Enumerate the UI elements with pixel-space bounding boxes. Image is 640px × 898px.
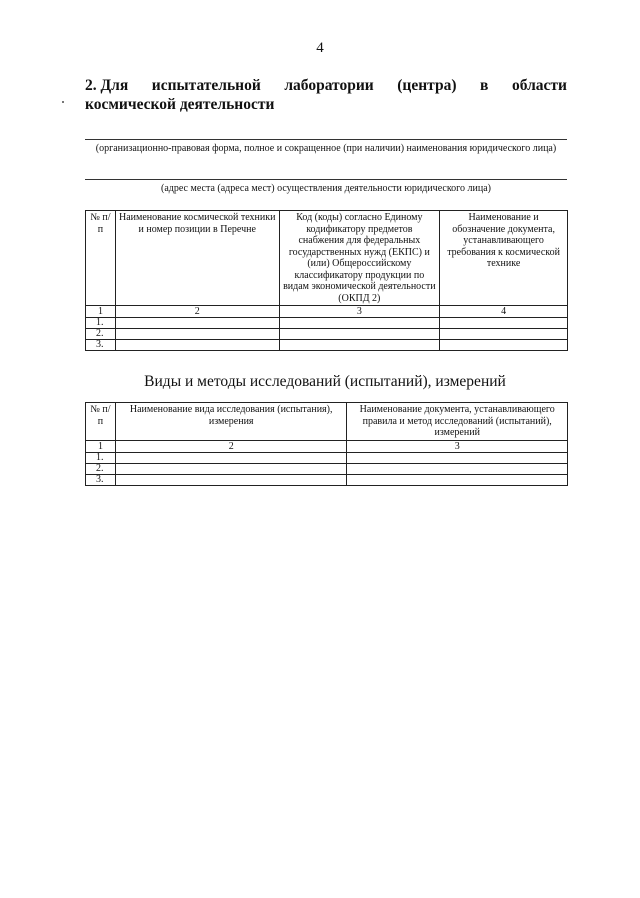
- empty-cell[interactable]: [115, 463, 346, 474]
- table-row: [86, 474, 568, 485]
- table-header-row: [86, 211, 568, 306]
- empty-cell[interactable]: [440, 318, 568, 329]
- row-number: 3.: [86, 340, 116, 351]
- empty-cell[interactable]: [115, 452, 346, 463]
- row-number: 2.: [86, 329, 116, 340]
- empty-cell[interactable]: [347, 452, 568, 463]
- header-cell: № п/п: [86, 403, 116, 441]
- empty-cell[interactable]: [279, 340, 440, 351]
- empty-cell[interactable]: [115, 318, 279, 329]
- header-cell: Наименование вида исследования (испытания), измерения: [115, 403, 346, 441]
- column-number-row: [86, 440, 568, 452]
- row-number: 3.: [86, 474, 116, 485]
- address-line: [85, 179, 567, 180]
- empty-cell[interactable]: [115, 340, 279, 351]
- row-number: 1.: [86, 452, 116, 463]
- title-word: 2. Для: [85, 77, 129, 94]
- column-number: 1: [86, 306, 116, 318]
- org-name-caption: (организационно-правовая форма, полное и сокращенное (при наличии) наименования юридического лица): [95, 143, 557, 154]
- column-number: 4: [440, 306, 568, 318]
- row-number: 1.: [86, 318, 116, 329]
- address-caption: (адрес места (адреса мест) осуществления деятельности юридического лица): [161, 183, 491, 194]
- title-word: области: [511, 77, 567, 94]
- empty-cell[interactable]: [115, 474, 346, 485]
- header-cell: Наименование документа, устанавливающего правила и метод исследований (испытаний), измерений: [347, 403, 568, 441]
- column-number-row: [86, 306, 568, 318]
- header-cell: № п/п: [86, 211, 116, 306]
- title-word: в: [480, 77, 489, 94]
- title-word: лаборатории: [284, 77, 374, 94]
- scan-artifact: [62, 101, 64, 103]
- table-row: [86, 340, 568, 351]
- empty-cell[interactable]: [115, 329, 279, 340]
- methods-subheading: Виды и методы исследований (испытаний), измерений: [144, 373, 506, 390]
- title-word: испытательной: [151, 77, 261, 94]
- empty-cell[interactable]: [440, 329, 568, 340]
- empty-cell[interactable]: [279, 318, 440, 329]
- section-title-line1: [85, 76, 567, 95]
- row-number: 2.: [86, 463, 116, 474]
- empty-cell[interactable]: [347, 474, 568, 485]
- table-header-row: [86, 403, 568, 441]
- section-title: [85, 76, 567, 114]
- header-cell: Наименование и обозначение документа, устанавливающего требования к космической технике: [440, 211, 568, 306]
- column-number: 2: [115, 306, 279, 318]
- empty-cell[interactable]: [440, 340, 568, 351]
- title-word: (центра): [397, 77, 457, 94]
- page-number: 4: [316, 40, 324, 56]
- table-row: [86, 318, 568, 329]
- research-methods-table: [85, 402, 568, 486]
- empty-cell[interactable]: [347, 463, 568, 474]
- column-number: 2: [115, 440, 346, 452]
- column-number: 3: [347, 440, 568, 452]
- column-number: 3: [279, 306, 440, 318]
- table-row: [86, 452, 568, 463]
- org-name-line: [85, 139, 567, 140]
- table-row: [86, 329, 568, 340]
- column-number: 1: [86, 440, 116, 452]
- empty-cell[interactable]: [279, 329, 440, 340]
- header-cell: Наименование космической техники и номер позиции в Перечне: [115, 211, 279, 306]
- header-cell: Код (коды) согласно Единому кодификатору предметов снабжения для федеральных государственных нужд (ЕКПС) и (или) Общероссийскому классификатору продукции по видам экономической деятельности (ОКПД 2): [279, 211, 440, 306]
- section-title-line2: космической деятельности: [85, 96, 275, 113]
- table-row: [86, 463, 568, 474]
- space-technology-table: [85, 210, 568, 351]
